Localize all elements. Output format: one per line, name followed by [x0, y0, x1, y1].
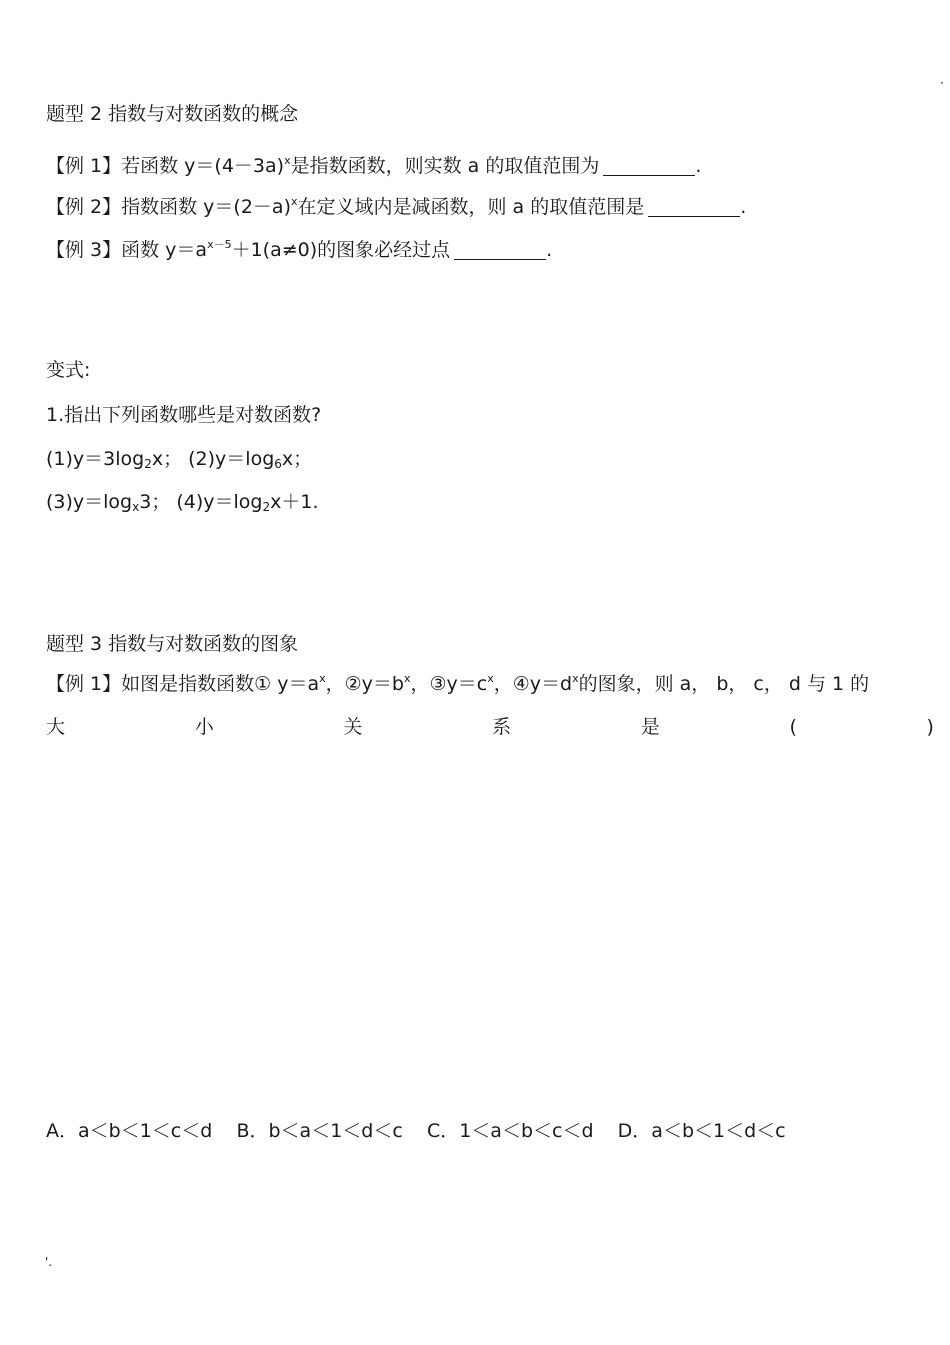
variant-items-line1: $(1)y=3\log_2x$； $(2)y=\log_6x$； — [46, 448, 313, 471]
variant-label: 变式: — [46, 359, 91, 381]
corner-mark-bottom: '. — [45, 1255, 53, 1269]
example-tag: 【例 1】 — [46, 155, 122, 177]
answer-blank[interactable] — [454, 241, 546, 260]
section3-title: 题型 3 指数与对数函数的图象 — [46, 633, 299, 655]
example-2-1: 【例 1】若函数 $y=(4-3a)^x$是指数函数，则实数 a 的取值范围为 . — [46, 154, 702, 177]
variant-question-1: 1.指出下列函数哪些是对数函数? — [46, 404, 322, 426]
variant-items-line2: $(3)y=\log_x3$； $(4)y=\log_2x+1$. — [46, 491, 319, 514]
example-tag: 【例 3】 — [46, 239, 122, 261]
example-3-1-continuation: 大 小 关 系 是 ( ) — [46, 716, 934, 738]
example-tag: 【例 2】 — [46, 196, 122, 218]
answer-blank[interactable] — [648, 198, 740, 217]
example-2-2: 【例 2】指数函数 $y=(2-a)^x$在定义域内是减函数，则 a 的取值范围是 . — [46, 195, 747, 218]
example-2-3: 【例 3】函数 $y=a^{x-5}+1(a\ne 0)$的图象必经过点 . — [46, 238, 553, 261]
example-tag: 【例 1】 — [46, 673, 122, 695]
answer-blank[interactable] — [603, 157, 695, 176]
section2-title: 题型 2 指数与对数函数的概念 — [46, 103, 299, 125]
example-3-1: 【例 1】如图是指数函数① $y=a^x$，$②y=b^x$，$③y=c^x$，$④y=d^x$的图象，则 a， b， c， d 与 1 的 — [46, 672, 870, 695]
answer-options: A．a＜b＜1＜c＜d B．b＜a＜1＜d＜c C．1＜a＜b＜c＜d D．a＜b＜1＜d＜c — [46, 1120, 786, 1142]
corner-mark-top: · — [940, 76, 944, 90]
